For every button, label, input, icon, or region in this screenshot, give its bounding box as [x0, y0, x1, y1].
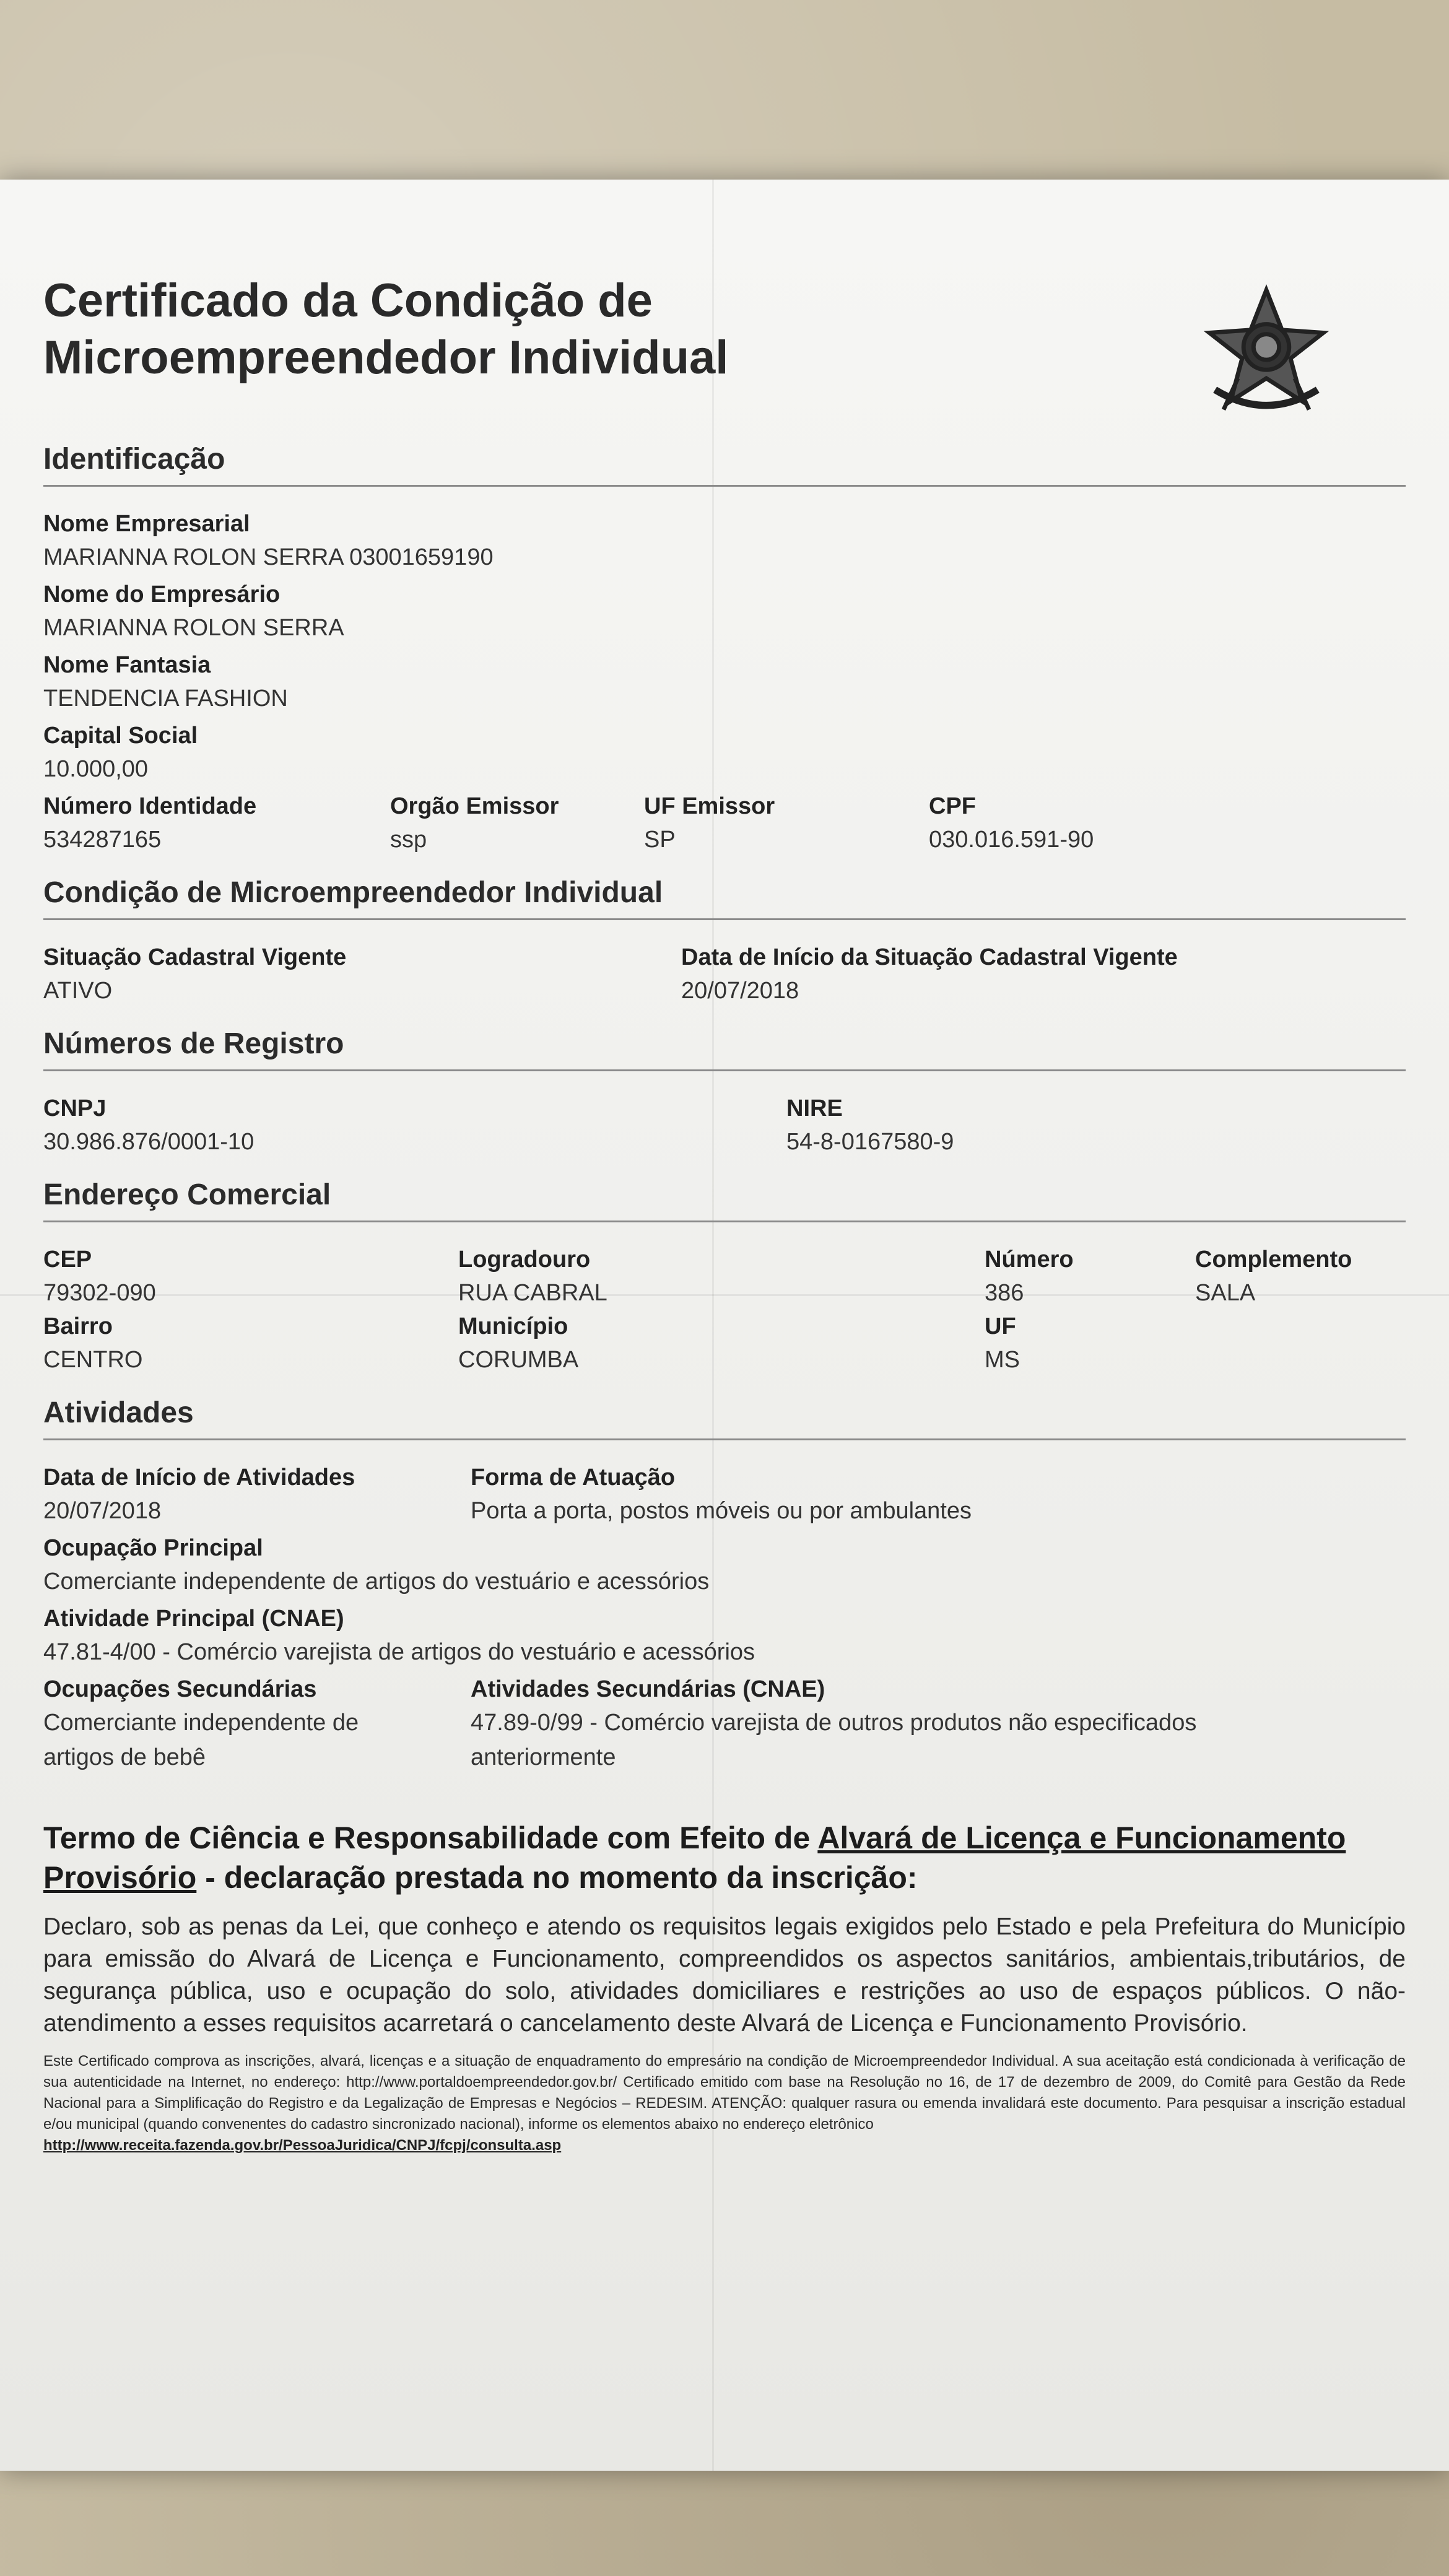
section-heading: Atividades: [43, 1396, 1406, 1440]
field-label: Atividade Principal (CNAE): [43, 1606, 344, 1632]
nome-empresario-value: MARIANNA ROLON SERRA: [43, 615, 344, 641]
situacao-value: ATIVO: [43, 978, 113, 1004]
field-label: Capital Social: [43, 723, 198, 749]
field-label: Data de Início de Atividades: [43, 1464, 355, 1490]
field-label: Nome Empresarial: [43, 511, 250, 537]
field-label: Data de Início da Situação Cadastral Vigente: [681, 944, 1178, 970]
atividades-secundarias-value: 47.89-0/99 - Comércio varejista de outros produtos não especificados anteriormente: [471, 1710, 1197, 1770]
fine-print-text: Este Certificado comprova as inscrições, alvará, licenças e a situação de enquadramento do empresário na condição de Microempreendedor Individual. A sua aceitação está condicionada à verificação de sua autenticidade na Internet, no endereço: http://www.portaldoempreendedor.gov.br/ Certificado emitido com base na Resolução no 16, de 17 de dezembro de 2009, do Comitê para Gestão da Rede Nacional para a Simplificação do Registro e da Legalização de Empresas e Negócios – REDESIM. ATENÇÃO: qualquer rasura ou emenda invalidará este documento. Para pesquisar a inscrição estadual e/ou municipal (quando convenentes do cadastro sincronizado nacional), informe os elementos abaixo no endereço eletrônico: [43, 2053, 1406, 2133]
termo-title: [43, 1818, 1406, 1897]
field-label: Situação Cadastral Vigente: [43, 944, 347, 970]
field-label: Bairro: [43, 1313, 113, 1339]
certificate-paper: [0, 180, 1449, 2471]
cep-value: 79302-090: [43, 1280, 156, 1306]
section-heading: Condição de Microempreendedor Individual: [43, 876, 1406, 920]
logradouro-value: RUA CABRAL: [458, 1280, 607, 1306]
section-condicao: [43, 876, 1406, 1008]
atividade-principal-value: 47.81-4/00 - Comércio varejista de artigos do vestuário e acessórios: [43, 1639, 755, 1665]
uf-value: MS: [985, 1347, 1020, 1373]
consulta-link[interactable]: http://www.receita.fazenda.gov.br/PessoaJuridica/CNPJ/fcpj/consulta.asp: [43, 2137, 562, 2154]
field-label: Complemento: [1195, 1247, 1352, 1273]
termo-title-part1: Termo de Ciência e Responsabilidade com Efeito de: [43, 1821, 818, 1855]
field-label: NIRE: [786, 1095, 843, 1121]
data-inicio-atividades-value: 20/07/2018: [43, 1498, 162, 1524]
section-atividades: [43, 1396, 1406, 1775]
forma-atuacao-value: Porta a porta, postos móveis ou por ambulantes: [471, 1498, 972, 1524]
uf-emissor-value: SP: [644, 827, 676, 853]
numero-value: 386: [985, 1280, 1024, 1306]
section-registro: [43, 1027, 1406, 1159]
complemento-value: SALA: [1195, 1280, 1256, 1306]
document-title: [43, 272, 1406, 386]
field-label: Nome Fantasia: [43, 652, 211, 678]
capital-social-value: 10.000,00: [43, 756, 149, 782]
section-heading: Identificação: [43, 442, 1406, 487]
termo-title-part2: - declaração prestada no momento da inscrição:: [196, 1860, 918, 1895]
field-label: Atividades Secundárias (CNAE): [471, 1676, 825, 1702]
data-inicio-situacao-value: 20/07/2018: [681, 978, 799, 1004]
field-label: CNPJ: [43, 1095, 107, 1121]
section-heading: Números de Registro: [43, 1027, 1406, 1071]
termo-body: Declaro, sob as penas da Lei, que conheço e atendo os requisitos legais exigidos pelo Estado e pela Prefeitura do Município para emissão do Alvará de Licença e Funcionamento, compreendidos os aspectos sanitários, ambientais,tributários, de segurança pública, uso e ocupação do solo, atividades domiciliares e restrições ao uso de espaços públicos. O não-atendimento a esses requisitos acarretará o cancelamento deste Alvará de Licença e Funcionamento Provisório.: [43, 1913, 1406, 2037]
section-endereco: [43, 1178, 1406, 1377]
ocupacao-principal-value: Comerciante independente de artigos do vestuário e acessórios: [43, 1569, 710, 1595]
cpf-value: 030.016.591-90: [929, 827, 1094, 853]
nire-value: 54-8-0167580-9: [786, 1129, 954, 1155]
identity-row: [43, 790, 1406, 857]
field-label: Número Identidade: [43, 793, 257, 819]
title-line-2: Microempreendedor Individual: [43, 331, 729, 384]
section-heading: Endereço Comercial: [43, 1178, 1406, 1222]
orgao-emissor-value: ssp: [390, 827, 427, 853]
nome-fantasia-value: TENDENCIA FASHION: [43, 685, 288, 711]
cnpj-value: 30.986.876/0001-10: [43, 1129, 255, 1155]
termo-title-underlined: Alvará de Licença e Funcionamento Provisório: [43, 1821, 1346, 1895]
field-label: Número: [985, 1247, 1074, 1273]
nome-empresarial-value: MARIANNA ROLON SERRA 03001659190: [43, 544, 494, 570]
field-label: Ocupações Secundárias: [43, 1676, 317, 1702]
title-line-1: Certificado da Condição de: [43, 274, 653, 327]
numero-identidade-value: 534287165: [43, 827, 162, 853]
fine-print: [43, 2051, 1406, 2156]
certificate-content: [43, 272, 1406, 2156]
field-label: CPF: [929, 793, 976, 819]
field-label: CEP: [43, 1247, 92, 1273]
field-label: Logradouro: [458, 1247, 591, 1273]
municipio-value: CORUMBA: [458, 1347, 579, 1373]
field-label: Forma de Atuação: [471, 1464, 676, 1490]
ocupacoes-secundarias-value: Comerciante independente de artigos de bebê: [43, 1710, 359, 1770]
field-label: Nome do Empresário: [43, 581, 281, 607]
field-label: UF: [985, 1313, 1016, 1339]
section-identificacao: [43, 442, 1406, 857]
bairro-value: CENTRO: [43, 1347, 143, 1373]
field-label: Ocupação Principal: [43, 1535, 263, 1561]
field-label: UF Emissor: [644, 793, 775, 819]
field-label: Orgão Emissor: [390, 793, 559, 819]
field-label: Município: [458, 1313, 568, 1339]
